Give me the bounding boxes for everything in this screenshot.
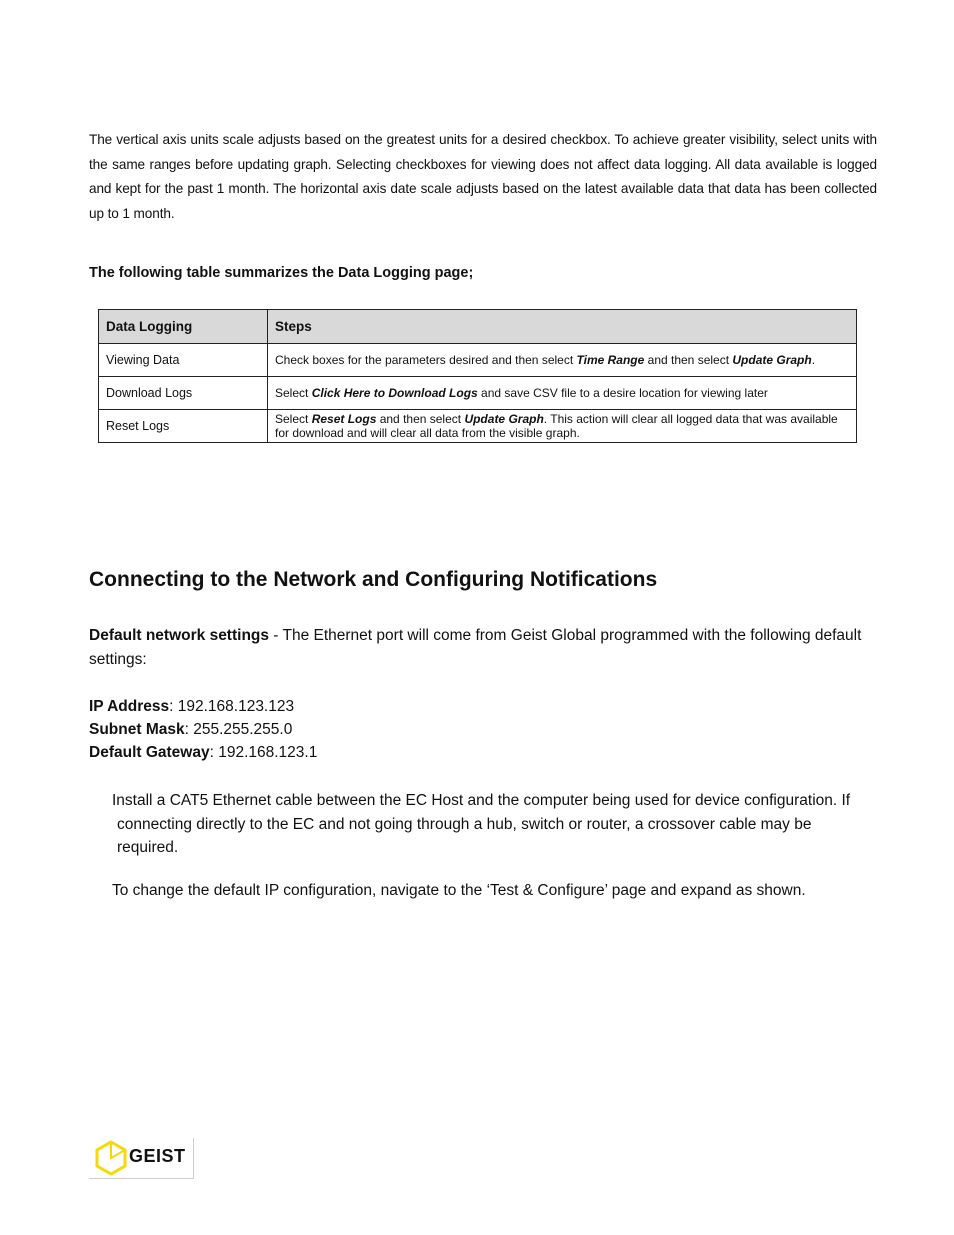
step-text: and save CSV file to a desire location for viewing later [477,385,768,400]
setting-value: : 192.168.123.1 [209,744,318,761]
install-line: Install a CAT5 Ethernet cable between the EC Host and the computer being used for device configuration. If [112,792,851,809]
step-text: and then select [376,411,465,426]
row-name: Viewing Data [99,344,268,377]
step-text: Select [275,411,312,426]
default-settings-text: - The Ethernet port will come from Geist Global programmed with the following default settings: [89,627,862,668]
default-settings-label: Default network settings [89,627,269,644]
setting-value: : 192.168.123.123 [169,698,295,715]
logo-text: GEIST [129,1146,186,1166]
step-text: Select [275,385,312,400]
step-emphasis: Time Range [576,352,645,367]
setting-subnet-mask [89,718,317,741]
row-steps [268,344,857,377]
step-emphasis: Update Graph [732,352,812,367]
intro-paragraph: The vertical axis units scale adjusts based on the greatest units for a desired checkbox. To achieve greater visibility, select units with the same ranges before updating graph. Selecting checkboxes for viewing does not affect data logging. All data available is logged and kept for the past 1 month. The horizontal axis date scale adjusts based on the latest available data that data has been collected up to 1 month. [89,132,877,221]
default-settings-paragraph [89,624,889,672]
setting-label: Default Gateway [89,744,210,761]
section-title: Connecting to the Network and Configuring Notifications [89,568,658,591]
data-logging-table [98,309,857,443]
install-line: connecting directly to the EC and not going through a hub, switch or router, a crossover cable may be [117,815,812,833]
header-data-logging: Data Logging [99,310,268,344]
install-paragraph [112,789,882,860]
geist-hexagon-icon [94,1140,128,1176]
row-steps [268,377,857,410]
row-name: Download Logs [99,377,268,410]
table-row [99,344,857,377]
step-text: and then select [644,352,733,367]
change-config-paragraph: To change the default IP configuration, navigate to the ‘Test & Configure’ page and expand as shown. [112,882,806,899]
step-text: . This action will clear all logged data that was available for download and will clear all data from the visible graph. [275,411,838,440]
network-settings-list [89,695,317,764]
table-caption: The following table summarizes the Data Logging page; [89,265,474,281]
step-text: Check boxes for the parameters desired and then select [275,352,577,367]
setting-label: IP Address [89,698,170,715]
table-row [99,410,857,443]
step-text: . [811,352,816,367]
header-steps: Steps [268,310,857,344]
setting-label: Subnet Mask [89,721,185,738]
setting-ip-address [89,695,317,718]
install-line: required. [117,839,179,856]
step-emphasis: Reset Logs [311,411,377,426]
row-steps [268,410,857,443]
table-row [99,377,857,410]
table-header-row [99,310,857,344]
step-emphasis: Update Graph [464,411,544,426]
row-name: Reset Logs [99,410,268,443]
setting-value: : 255.255.255.0 [184,721,293,738]
geist-logo [89,1138,194,1179]
setting-default-gateway [89,741,317,764]
step-emphasis: Click Here to Download Logs [311,385,478,400]
